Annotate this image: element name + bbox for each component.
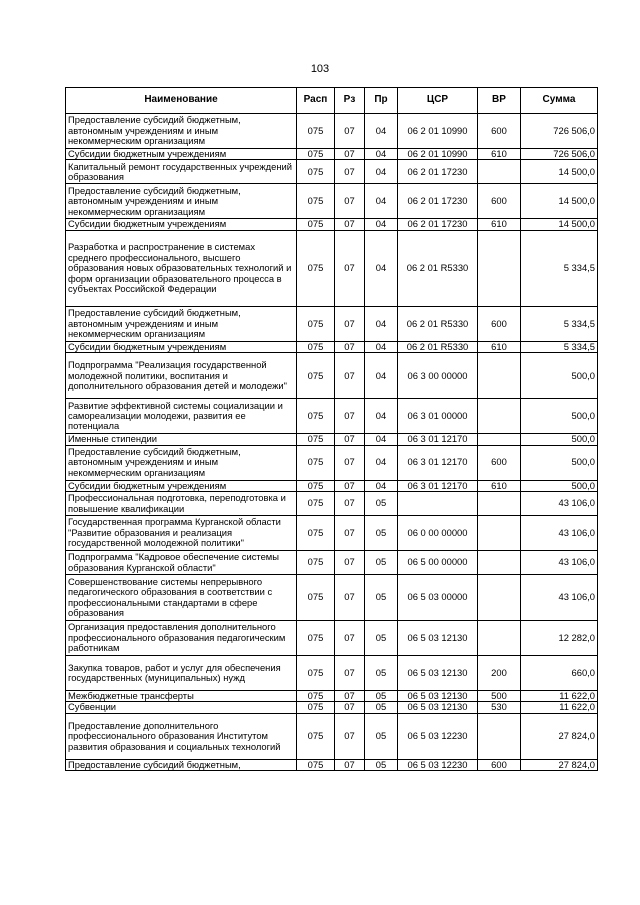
cell-vr: 610 (478, 480, 521, 491)
table-row (66, 575, 598, 621)
cell-sum: 500,0 (521, 353, 598, 399)
cell-name: Субсидии бюджетным учреждениям (66, 219, 297, 230)
cell-name: Капитальный ремонт государственных учреждений образования (66, 160, 297, 184)
cell-sum: 12 282,0 (521, 621, 598, 656)
cell-vr (478, 353, 521, 399)
cell-rz: 07 (335, 219, 365, 230)
cell-pr: 05 (365, 713, 398, 759)
cell-pr: 04 (365, 230, 398, 306)
cell-vr (478, 160, 521, 184)
cell-sum: 11 622,0 (521, 691, 598, 702)
table-row (66, 656, 598, 691)
cell-sum: 43 106,0 (521, 551, 598, 575)
header-pr: Пр (365, 88, 398, 114)
table-row (66, 551, 598, 575)
cell-sum: 500,0 (521, 399, 598, 434)
table-row (66, 184, 598, 219)
cell-csr: 06 5 03 12130 (398, 656, 478, 691)
cell-pr: 05 (365, 492, 398, 516)
cell-csr: 06 5 03 12130 (398, 621, 478, 656)
cell-sum: 43 106,0 (521, 575, 598, 621)
cell-vr (478, 399, 521, 434)
cell-vr: 600 (478, 445, 521, 480)
cell-pr: 04 (365, 445, 398, 480)
cell-rz: 07 (335, 492, 365, 516)
cell-sum: 726 506,0 (521, 114, 598, 149)
cell-name: Предоставление дополнительного профессионального образования Институтом развития образования и социальных технологий (66, 713, 297, 759)
cell-rz: 07 (335, 114, 365, 149)
cell-vr (478, 434, 521, 445)
cell-rz: 07 (335, 702, 365, 713)
cell-rz: 07 (335, 575, 365, 621)
cell-csr: 06 5 00 00000 (398, 551, 478, 575)
cell-vr (478, 551, 521, 575)
cell-vr (478, 575, 521, 621)
cell-csr: 06 3 01 12170 (398, 480, 478, 491)
cell-rasp: 075 (297, 306, 335, 341)
cell-rasp: 075 (297, 516, 335, 551)
cell-pr: 05 (365, 702, 398, 713)
cell-sum: 5 334,5 (521, 230, 598, 306)
cell-csr: 06 2 01 R5330 (398, 341, 478, 352)
table-row (66, 492, 598, 516)
header-rz: Рз (335, 88, 365, 114)
cell-pr: 04 (365, 160, 398, 184)
cell-csr: 06 0 00 00000 (398, 516, 478, 551)
cell-pr: 05 (365, 551, 398, 575)
cell-name: Профессиональная подготовка, переподготовка и повышение квалификации (66, 492, 297, 516)
cell-pr: 04 (365, 149, 398, 160)
cell-sum: 14 500,0 (521, 219, 598, 230)
cell-name: Именные стипендии (66, 434, 297, 445)
cell-sum: 500,0 (521, 434, 598, 445)
cell-name: Предоставление субсидий бюджетным, автономным учреждениям и иным некоммерческим организациям (66, 184, 297, 219)
table-row (66, 445, 598, 480)
table-row (66, 399, 598, 434)
cell-sum: 5 334,5 (521, 306, 598, 341)
cell-vr (478, 713, 521, 759)
cell-sum: 11 622,0 (521, 702, 598, 713)
cell-vr (478, 621, 521, 656)
cell-csr: 06 2 01 10990 (398, 149, 478, 160)
table-row (66, 160, 598, 184)
cell-pr: 04 (365, 353, 398, 399)
cell-rasp: 075 (297, 759, 335, 770)
cell-name: Закупка товаров, работ и услуг для обеспечения государственных (муниципальных) нужд (66, 656, 297, 691)
cell-name: Совершенствование системы непрерывного педагогического образования в соответствии с профессиональными стандартами в сфере образования (66, 575, 297, 621)
cell-rasp: 075 (297, 341, 335, 352)
cell-vr: 600 (478, 184, 521, 219)
cell-sum: 27 824,0 (521, 759, 598, 770)
cell-sum: 27 824,0 (521, 713, 598, 759)
cell-rasp: 075 (297, 149, 335, 160)
cell-rz: 07 (335, 353, 365, 399)
cell-sum: 43 106,0 (521, 516, 598, 551)
cell-name: Государственная программа Курганской области "Развитие образования и реализация государственной молодежной политики" (66, 516, 297, 551)
cell-rasp: 075 (297, 434, 335, 445)
cell-sum: 726 506,0 (521, 149, 598, 160)
cell-csr: 06 2 01 17230 (398, 160, 478, 184)
table-row (66, 621, 598, 656)
cell-name: Межбюджетные трансферты (66, 691, 297, 702)
header-sum: Сумма (521, 88, 598, 114)
cell-rasp: 075 (297, 691, 335, 702)
table-row (66, 306, 598, 341)
page-number: 103 (310, 63, 330, 75)
cell-vr (478, 230, 521, 306)
cell-sum: 660,0 (521, 656, 598, 691)
cell-rz: 07 (335, 480, 365, 491)
cell-rz: 07 (335, 399, 365, 434)
cell-rasp: 075 (297, 219, 335, 230)
cell-rz: 07 (335, 230, 365, 306)
cell-name: Организация предоставления дополнительного профессионального образования педагогическим работникам (66, 621, 297, 656)
table-row (66, 759, 598, 770)
cell-vr: 610 (478, 149, 521, 160)
cell-csr: 06 5 03 12230 (398, 713, 478, 759)
cell-vr: 600 (478, 114, 521, 149)
table-row (66, 434, 598, 445)
cell-csr: 06 3 01 12170 (398, 445, 478, 480)
cell-pr: 05 (365, 691, 398, 702)
cell-rasp: 075 (297, 445, 335, 480)
cell-vr: 500 (478, 691, 521, 702)
cell-vr: 610 (478, 219, 521, 230)
cell-pr: 04 (365, 434, 398, 445)
cell-csr: 06 3 00 00000 (398, 353, 478, 399)
cell-vr: 530 (478, 702, 521, 713)
cell-name: Предоставление субсидий бюджетным, автономным учреждениям и иным некоммерческим организациям (66, 114, 297, 149)
cell-rasp: 075 (297, 480, 335, 491)
table-row (66, 516, 598, 551)
cell-csr (398, 492, 478, 516)
cell-name: Развитие эффективной системы социализации и самореализации молодежи, развития ее потенциала (66, 399, 297, 434)
table-row (66, 353, 598, 399)
cell-csr: 06 5 03 00000 (398, 575, 478, 621)
cell-name: Разработка и распространение в системах среднего профессионального, высшего образования новых образовательных технологий и форм организации образовательного процесса в субъектах Российской Федерации (66, 230, 297, 306)
cell-pr: 04 (365, 399, 398, 434)
cell-name: Подпрограмма "Кадровое обеспечение системы образования Курганской области" (66, 551, 297, 575)
cell-csr: 06 2 01 10990 (398, 114, 478, 149)
cell-rasp: 075 (297, 656, 335, 691)
table-row (66, 230, 598, 306)
cell-rz: 07 (335, 184, 365, 219)
cell-rasp: 075 (297, 713, 335, 759)
cell-rasp: 075 (297, 353, 335, 399)
cell-vr: 600 (478, 306, 521, 341)
table-row (66, 341, 598, 352)
cell-rasp: 075 (297, 230, 335, 306)
header-name: Наименование (66, 88, 297, 114)
cell-csr: 06 2 01 17230 (398, 184, 478, 219)
cell-sum: 14 500,0 (521, 160, 598, 184)
cell-name: Субвенции (66, 702, 297, 713)
cell-rz: 07 (335, 621, 365, 656)
table-body (66, 114, 598, 771)
cell-name: Предоставление субсидий бюджетным, (66, 759, 297, 770)
table-row (66, 702, 598, 713)
cell-rz: 07 (335, 656, 365, 691)
table-row (66, 713, 598, 759)
cell-rasp: 075 (297, 492, 335, 516)
cell-name: Предоставление субсидий бюджетным, автономным учреждениям и иным некоммерческим организациям (66, 306, 297, 341)
cell-rasp: 075 (297, 702, 335, 713)
cell-rz: 07 (335, 445, 365, 480)
cell-sum: 14 500,0 (521, 184, 598, 219)
cell-name: Субсидии бюджетным учреждениям (66, 149, 297, 160)
cell-pr: 05 (365, 516, 398, 551)
cell-vr: 600 (478, 759, 521, 770)
cell-pr: 05 (365, 621, 398, 656)
cell-pr: 05 (365, 656, 398, 691)
cell-rasp: 075 (297, 160, 335, 184)
cell-name: Предоставление субсидий бюджетным, автономным учреждениям и иным некоммерческим организациям (66, 445, 297, 480)
cell-pr: 04 (365, 114, 398, 149)
table-row (66, 219, 598, 230)
cell-rz: 07 (335, 516, 365, 551)
cell-pr: 04 (365, 480, 398, 491)
cell-pr: 05 (365, 575, 398, 621)
cell-name: Подпрограмма "Реализация государственной молодежной политики, воспитания и дополнительного образования детей и молодежи" (66, 353, 297, 399)
cell-csr: 06 2 01 R5330 (398, 306, 478, 341)
cell-vr: 200 (478, 656, 521, 691)
cell-rz: 07 (335, 149, 365, 160)
cell-sum: 500,0 (521, 480, 598, 491)
cell-pr: 04 (365, 184, 398, 219)
header-rasp: Расп (297, 88, 335, 114)
cell-csr: 06 3 01 00000 (398, 399, 478, 434)
cell-rasp: 075 (297, 575, 335, 621)
cell-rz: 07 (335, 434, 365, 445)
cell-rasp: 075 (297, 551, 335, 575)
cell-rasp: 075 (297, 399, 335, 434)
cell-rasp: 075 (297, 184, 335, 219)
cell-rz: 07 (335, 341, 365, 352)
cell-rasp: 075 (297, 114, 335, 149)
table-row (66, 114, 598, 149)
table-row (66, 691, 598, 702)
cell-rasp: 075 (297, 621, 335, 656)
cell-sum: 43 106,0 (521, 492, 598, 516)
cell-csr: 06 5 03 12230 (398, 759, 478, 770)
cell-pr: 04 (365, 219, 398, 230)
cell-name: Субсидии бюджетным учреждениям (66, 480, 297, 491)
cell-rz: 07 (335, 713, 365, 759)
cell-rz: 07 (335, 551, 365, 575)
table-header-row (66, 88, 598, 114)
cell-name: Субсидии бюджетным учреждениям (66, 341, 297, 352)
table-row (66, 480, 598, 491)
cell-pr: 05 (365, 759, 398, 770)
cell-rz: 07 (335, 306, 365, 341)
header-vr: ВР (478, 88, 521, 114)
cell-csr: 06 5 03 12130 (398, 702, 478, 713)
cell-csr: 06 3 01 12170 (398, 434, 478, 445)
cell-vr (478, 516, 521, 551)
cell-pr: 04 (365, 306, 398, 341)
header-csr: ЦСР (398, 88, 478, 114)
cell-csr: 06 5 03 12130 (398, 691, 478, 702)
cell-vr (478, 492, 521, 516)
cell-rz: 07 (335, 759, 365, 770)
cell-csr: 06 2 01 17230 (398, 219, 478, 230)
cell-vr: 610 (478, 341, 521, 352)
cell-pr: 04 (365, 341, 398, 352)
cell-csr: 06 2 01 R5330 (398, 230, 478, 306)
budget-table (65, 87, 598, 771)
table-row (66, 149, 598, 160)
cell-rz: 07 (335, 691, 365, 702)
cell-sum: 500,0 (521, 445, 598, 480)
cell-sum: 5 334,5 (521, 341, 598, 352)
cell-rz: 07 (335, 160, 365, 184)
